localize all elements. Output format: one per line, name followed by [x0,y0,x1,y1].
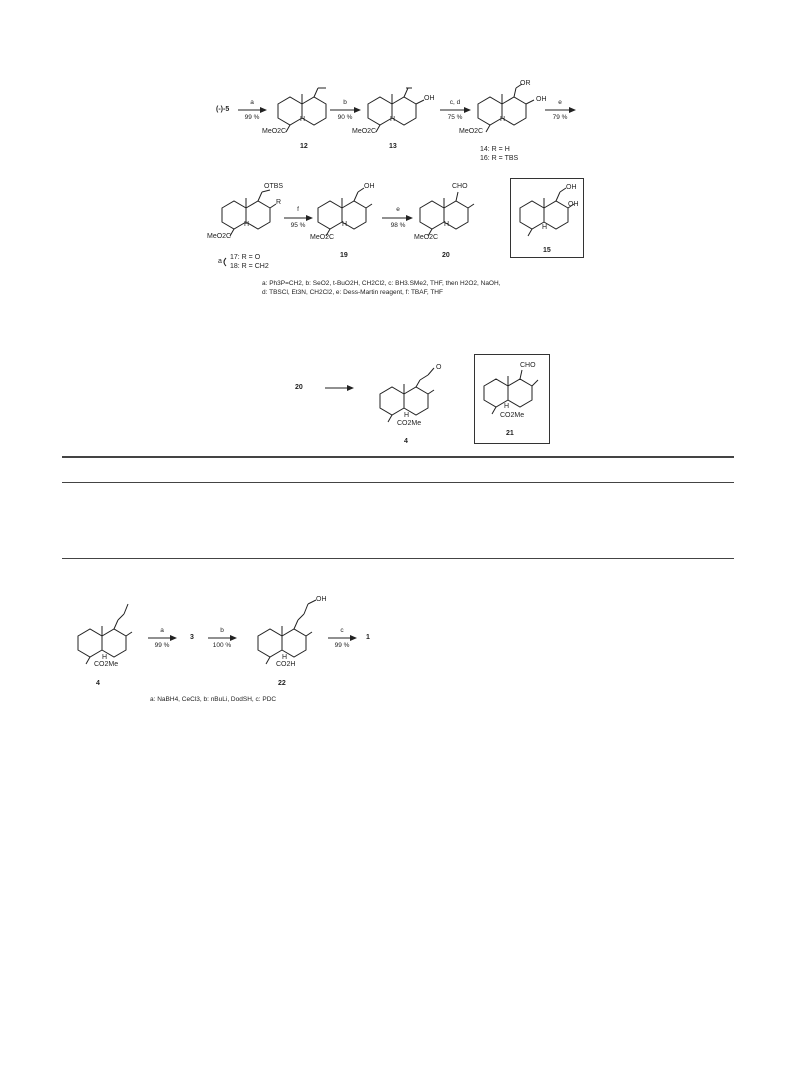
oh-label-13: OH [424,95,435,102]
table-bottom-rule [62,558,734,559]
compound-17-label: 17: R = O [230,254,261,261]
h-label-19: H [342,221,348,228]
meo2c-label-14: MeO2C [459,128,484,135]
reagent-lower-a: a [160,627,164,634]
h-label-17: H [244,221,250,228]
h-label: H [300,116,306,123]
reagent-f-label: f [297,206,299,213]
h-label-21: H [504,403,510,410]
cho-label-21: CHO [520,362,536,369]
yield-lower-c: 99 % [334,642,350,649]
h-label-4-lower: H [102,654,108,661]
yield-cd-label: 75 % [447,114,463,121]
reagent-b-label: b [343,99,347,106]
compound-21-label: 21 [506,430,514,437]
co2h-label-22: CO2H [276,661,296,668]
oh-label-15a: OH [566,184,577,191]
yield-f-label: 95 % [290,222,306,229]
meo2c-label: MeO2C [262,128,287,135]
reagent-e-label: e [558,99,562,106]
h-label-4: H [404,412,410,419]
compound-14-structure [478,84,534,132]
or-label: OR [520,80,531,87]
yield-e2-label: 98 % [390,222,406,229]
compound-14-label: 14: R = H [480,146,510,153]
branch-brace [224,258,226,266]
compound-20-structure [420,192,474,236]
meo2c-label-17: MeO2C [207,233,232,240]
scheme3-conditions: a: NaBH4, CeCl3, b: nBuLi, DodSH, c: PDC [150,696,277,703]
oh-label-19: OH [364,183,375,190]
meo2c-label-13: MeO2C [352,128,377,135]
cho-label-20: CHO [452,183,468,190]
co2me-label-21: CO2Me [500,412,525,419]
h-label-20: H [444,221,450,228]
reagent-a-label: a [250,99,254,106]
scheme2-start-label: 20 [295,384,303,391]
table-top-rule [62,456,734,458]
h-label-22: H [282,654,288,661]
compound-15-label: 15 [543,247,551,254]
r-label: R [276,199,282,206]
reagent-cd-label: c, d [449,99,461,106]
conditions-line-2: d: TBSCl, Et3N, CH2Cl2, e: Dess-Martin reagent, f: TBAF, THF [262,289,443,296]
reagent-lower-c: c [340,627,344,634]
branch-reagent-label: a [218,258,222,265]
yield-b-label: 90 % [337,114,353,121]
start-compound-label: (-)-5 [216,106,230,113]
compound-4-lower-label: 4 [96,680,100,687]
ketone-o-label: O [436,364,442,371]
oh-label-14: OH [536,96,547,103]
otbs-label: OTBS [264,183,284,190]
compound-22-label: 22 [278,680,286,687]
meo2c-label-20: MeO2C [414,234,439,241]
compound-3-label: 3 [190,634,194,641]
compound-19-label: 19 [340,252,348,259]
conditions-line-1: a: Ph3P=CH2, b: SeO2, t-BuO2H, CH2Cl2, c: BH3.SMe2, THF, then H2O2, NaOH, [262,280,501,287]
compound-20-label: 20 [442,252,450,259]
oh-label-15b: OH [568,201,579,208]
compound-13-structure [368,88,424,132]
table-header-rule [62,482,734,483]
co2me-label-4-lower: CO2Me [94,661,119,668]
compound-18-label: 18: R = CH2 [230,263,269,270]
yield-e-label: 79 % [552,114,568,121]
reagent-lower-b: b [220,627,224,634]
h-label-15: H [542,224,548,231]
compound-12-label: 12 [300,143,308,150]
reagent-e2-label: e [396,206,400,213]
compound-12-structure [278,88,326,132]
h-label-13: H [390,116,396,123]
h-label-14: H [500,116,506,123]
compound-4-label: 4 [404,438,408,445]
compound-16-label: 16: R = TBS [480,155,519,162]
yield-lower-b: 100 % [212,642,232,649]
compound-13-label: 13 [389,143,397,150]
yield-a-label: 99 % [244,114,260,121]
co2me-label-4: CO2Me [397,420,422,427]
oh-label-22: OH [316,596,327,603]
compound-17-18-structure [222,190,276,236]
meo2c-label-19: MeO2C [310,234,335,241]
compound-1-label: 1 [366,634,370,641]
yield-lower-a: 99 % [154,642,170,649]
